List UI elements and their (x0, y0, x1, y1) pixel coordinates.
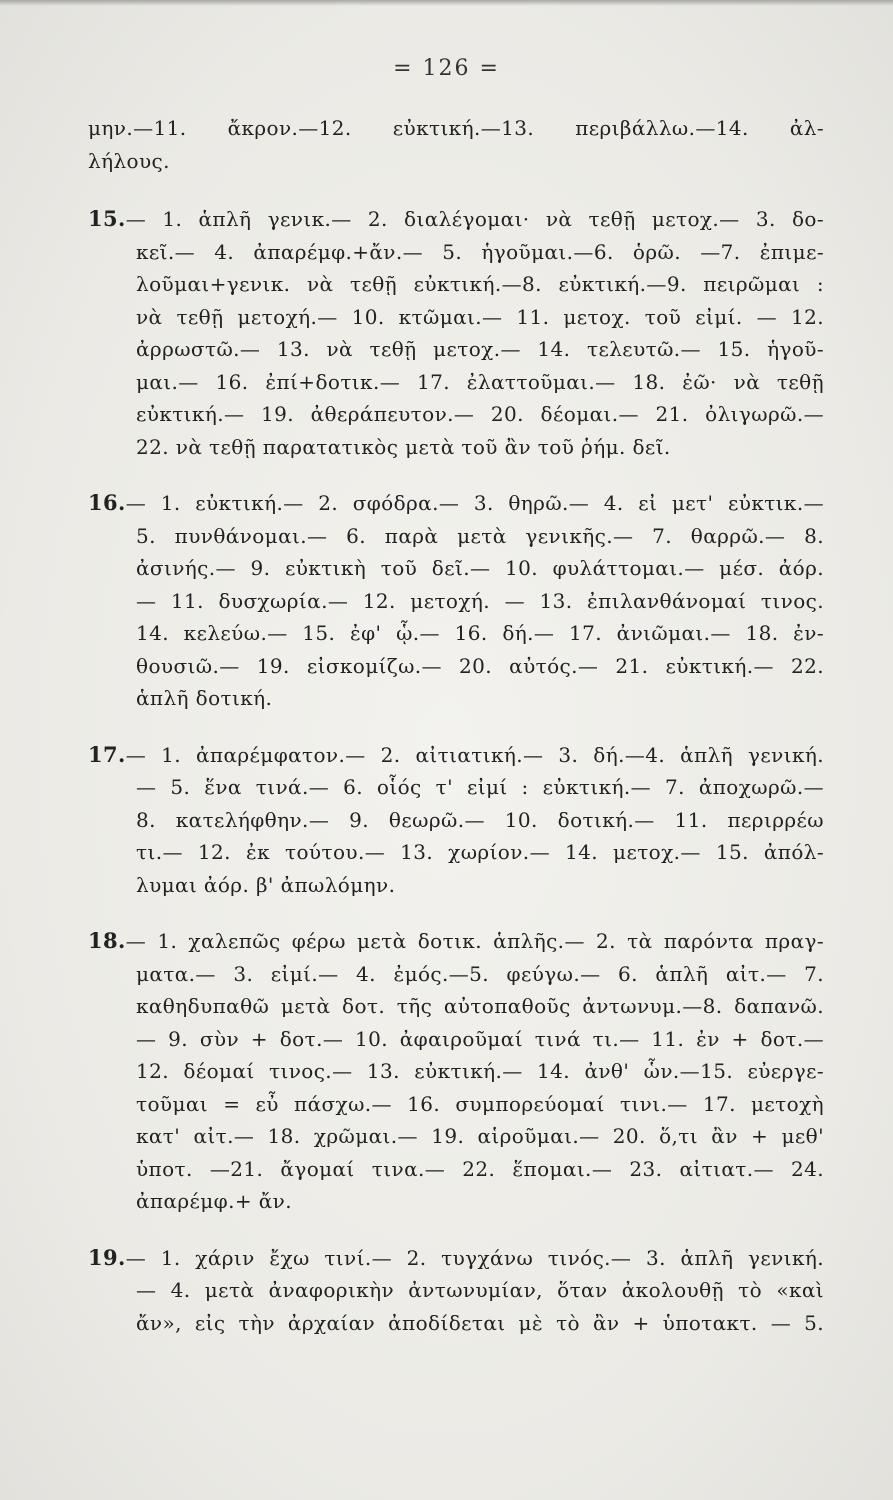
entry-number: 18. (88, 928, 126, 953)
text-line: 8. κατελήφθην.— 9. θεωρῶ.— 10. δοτική.— 11. περιρρέω (136, 807, 824, 832)
text-line: ἀσινής.— 9. εὐκτικὴ τοῦ δεῖ.— 10. φυλάττομαι.— μέσ. ἀόρ. (136, 556, 824, 580)
page-edge-shadow (0, 0, 893, 6)
text-line: — 1. χάριν ἔχω τινί.— 2. τυγχάνω τινός.— 3. ἁπλῆ γενική. (125, 1245, 824, 1270)
text-line: — 5. ἕνα τινά.— 6. οἷός τ' εἰμί : εὐκτική.— 7. ἀποχωρῶ.— (136, 775, 824, 799)
text-line: θουσιῶ.— 19. εἰσκομίζω.— 20. αὐτός.— 21. εὐκτική.— 22. (136, 653, 824, 678)
text-line: τι.— 12. ἐκ τούτου.— 13. χωρίον.— 14. μετοχ.— 15. ἀπόλ- (136, 840, 824, 864)
entry-number: 19. (88, 1244, 126, 1270)
text-line: τοῦμαι = εὖ πάσχω.— 16. συμπορεύομαί τινι.— 17. μετοχὴ (136, 1091, 824, 1116)
page-number: = 126 = (393, 56, 500, 81)
text-line: ματα.— 3. εἰμί.— 4. ἐμός.—5. φεύγω.— 6. ἁπλῆ αἰτ.— 7. (136, 961, 824, 986)
entry-15 (88, 203, 824, 463)
text-line: 14. κελεύω.— 15. ἐφ' ᾧ.— 16. δή.— 17. ἀνιῶμαι.— 18. ἐν- (136, 621, 824, 645)
text-line: — 11. δυσχωρία.— 12. μετοχή. — 13. ἐπιλανθάνομαί τινος. (136, 588, 824, 613)
text-line: — 1. χαλεπῶς φέρω μετὰ δοτικ. ἁπλῆς.— 2. τὰ παρόντα πραγ- (125, 929, 824, 953)
text-line: εὐκτική.— 19. ἀθεράπευτον.— 20. δέομαι.— 21. ὀλιγωρῶ.— (136, 402, 824, 426)
text-line: ἁπλῆ δοτική. (136, 686, 273, 710)
text-line: ἀρρωστῶ.— 13. νὰ τεθῇ μετοχ.— 14. τελευτῶ.— 15. ἡγοῦ- (136, 337, 824, 361)
text-line: κεῖ.— 4. ἀπαρέμφ.+ἄν.— 5. ἡγοῦμαι.—6. ὁρῶ. —7. ἐπιμε- (136, 239, 824, 264)
entry-number: 17. (88, 741, 126, 767)
entry-18 (88, 925, 824, 1218)
text-line: κατ' αἰτ.— 18. χρῶμαι.— 19. αἱροῦμαι.— 20. ὅ,τι ἂν + μεθ' (136, 1124, 824, 1148)
entry-17 (88, 739, 824, 902)
text-line: λοῦμαι+γενικ. νὰ τεθῇ εὐκτική.—8. εὐκτική.—9. πειρῶμαι : (136, 272, 824, 296)
text-line: νὰ τεθῇ μετοχή.— 10. κτῶμαι.— 11. μετοχ. τοῦ εἰμί. — 12. (136, 304, 824, 329)
entry-19 (88, 1242, 824, 1340)
text-line: 12. δέομαί τινος.— 13. εὐκτική.— 14. ἀνθ' ὧν.—15. εὐεργε- (136, 1059, 824, 1083)
entry-continued (88, 112, 824, 177)
text-line: 5. πυνθάνομαι.— 6. παρὰ μετὰ γενικῆς.— 7. θαρρῶ.— 8. (136, 523, 824, 548)
text-line: καθηδυπαθῶ μετὰ δοτ. τῆς αὐτοπαθοῦς ἀντωνυμ.—8. δαπανῶ. (136, 994, 824, 1018)
text-line: — 1. εὐκτική.— 2. σφόδρα.— 3. θηρῶ.— 4. εἰ μετ' εὐκτικ.— (125, 491, 824, 515)
text-line: μαι.— 16. ἐπί+δοτικ.— 17. ἐλαττοῦμαι.— 18. ἐῶ· νὰ τεθῇ (136, 369, 824, 394)
text-line: — 9. σὺν + δοτ.— 10. ἀφαιροῦμαί τινά τι.— 11. ἐν + δοτ.— (136, 1026, 824, 1051)
text-line: ὑποτ. —21. ἄγομαί τινα.— 22. ἕπομαι.— 23. αἰτιατ.— 24. (136, 1156, 824, 1181)
entry-number: 16. (88, 490, 126, 515)
entry-16 (88, 487, 824, 715)
answer-key-text (88, 112, 824, 1363)
text-line: ἄν», εἰς τὴν ἀρχαίαν ἀποδίδεται μὲ τὸ ἂν + ὑποτακτ. — 5. (136, 1310, 824, 1335)
text-line: — 4. μετὰ ἀναφορικὴν ἀντωνυμίαν, ὅταν ἀκολουθῇ τὸ «καὶ (136, 1278, 824, 1302)
text-line: — 1. ἁπλῆ γενικ.— 2. διαλέγομαι· νὰ τεθῇ μετοχ.— 3. δο- (125, 207, 824, 231)
text-line: μην.—11. ἄκρον.—12. εὐκτική.—13. περιβάλλω.—14. ἀλ- (88, 116, 824, 140)
text-line: 22. νὰ τεθῇ παρατατικὸς μετὰ τοῦ ἂν τοῦ ῥήμ. δεῖ. (136, 434, 671, 459)
text-line: λυμαι ἀόρ. β' ἀπωλόμην. (136, 872, 396, 897)
text-line: λήλους. (88, 148, 170, 173)
entry-number: 15. (88, 206, 126, 231)
text-line: ἀπαρέμφ.+ ἄν. (136, 1189, 292, 1213)
text-line: — 1. ἀπαρέμφατον.— 2. αἰτιατική.— 3. δή.—4. ἁπλῆ γενική. (125, 742, 824, 767)
